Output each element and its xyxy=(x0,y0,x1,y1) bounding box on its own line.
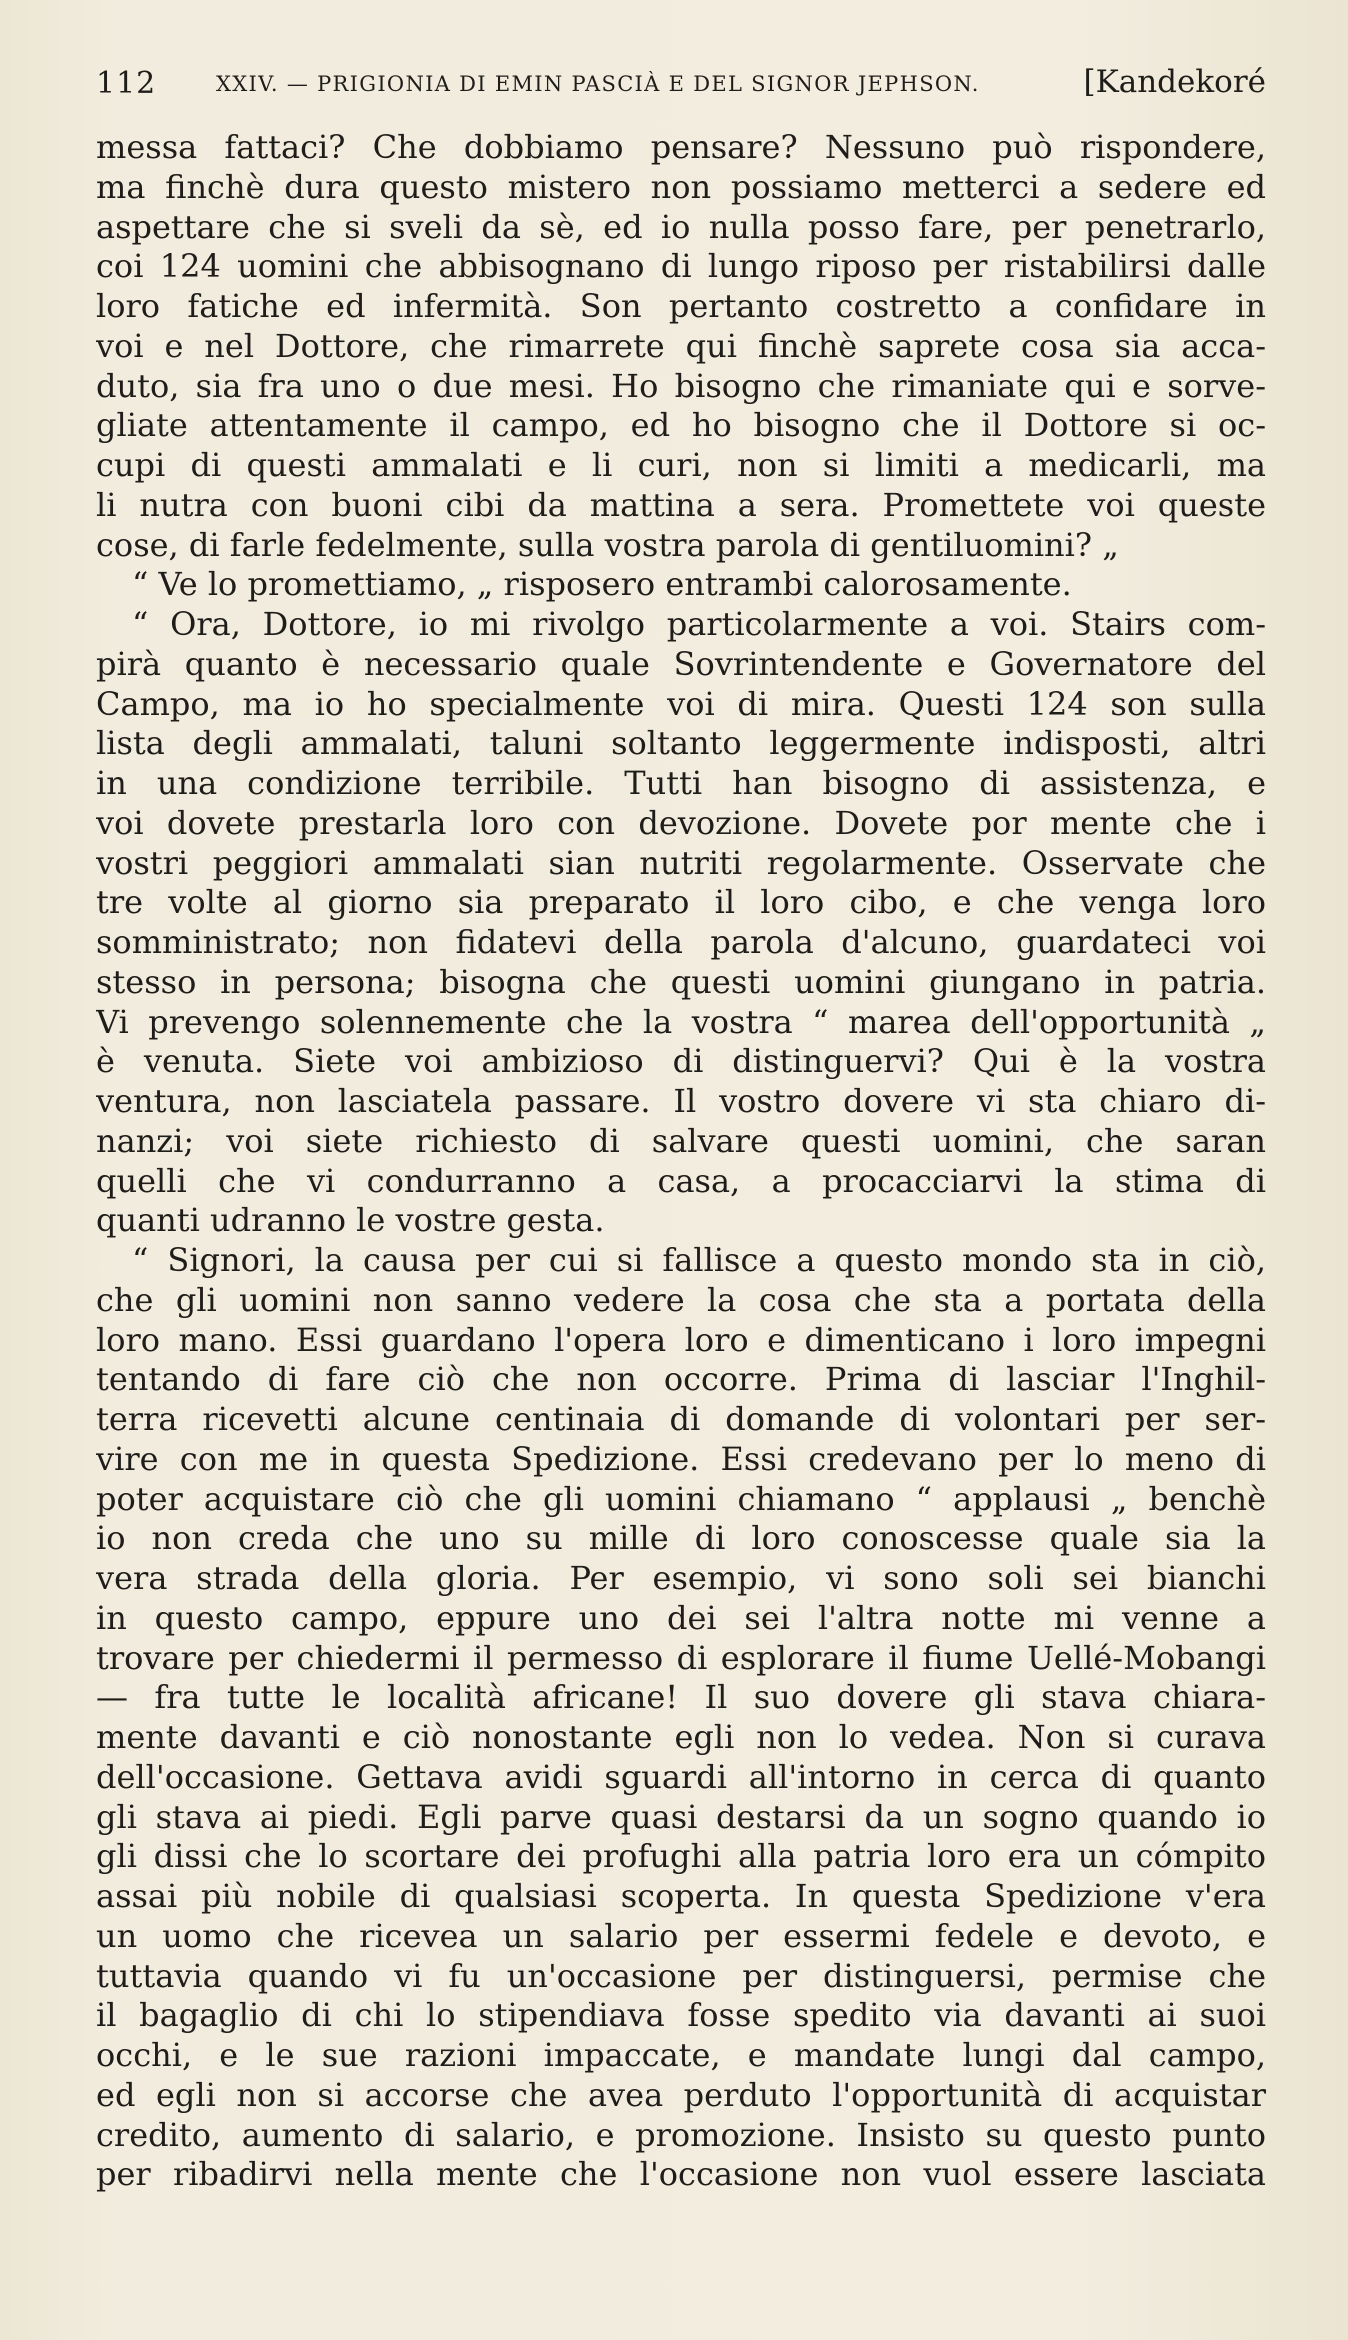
text-line: assai più nobile di qualsiasi scoperta. In questa Spedizione v'era xyxy=(96,1877,1266,1915)
text-line: aspettare che si sveli da sè, ed io nulla posso fare, per penetrarlo, xyxy=(96,207,1266,246)
running-header xyxy=(96,62,1266,106)
text-line: tre volte al giorno sia preparato il loro cibo, e che venga loro xyxy=(96,883,1266,922)
text-line: voi dovete prestarla loro con devozione. Dovete por mente che i xyxy=(96,803,1266,842)
text-line: un uomo che ricevea un salario per essermi fedele e devoto, e xyxy=(96,1916,1266,1955)
text-line: nanzi; voi siete richiesto di salvare questi uomini, che saran xyxy=(96,1121,1266,1160)
text-line: io non creda che uno su mille di loro conoscesse quale sia la xyxy=(96,1519,1266,1558)
text-line: quanti udranno le vostre gesta. xyxy=(96,1201,605,1240)
text-line: gli stava ai piedi. Egli parve quasi destarsi da un sogno quando io xyxy=(96,1797,1266,1836)
text-line: somministrato; non fidatevi della parola d'alcuno, guardateci voi xyxy=(96,923,1266,961)
page-number: 112 xyxy=(96,66,157,101)
text-line: vera strada della gloria. Per esempio, vi sono soli sei bianchi xyxy=(96,1559,1266,1597)
text-line: in una condizione terribile. Tutti han bisogno di assistenza, e xyxy=(96,764,1266,802)
text-line: gliate attentamente il campo, ed ho bisogno che il Dottore si oc- xyxy=(96,406,1266,445)
text-line: trovare per chiedermi il permesso di esplorare il fiume Uellé-Mobangi xyxy=(96,1638,1266,1677)
body-text xyxy=(96,128,1266,2195)
text-line: loro mano. Essi guardano l'opera loro e dimenticano i loro impegni xyxy=(96,1320,1266,1359)
text-line: dell'occasione. Gettava avidi sguardi all'intorno in cerca di quanto xyxy=(96,1757,1266,1796)
text-line: “ Ora, Dottore, io mi rivolgo particolarmente a voi. Stairs com- xyxy=(132,605,1266,643)
text-line: terra ricevetti alcune centinaia di domande di volontari per ser- xyxy=(96,1400,1266,1438)
text-line: mente davanti e ciò nonostante egli non lo vedea. Non si curava xyxy=(96,1718,1266,1756)
text-line: tuttavia quando vi fu un'occasione per distinguersi, permise che xyxy=(96,1956,1266,1995)
text-line: voi e nel Dottore, che rimarrete qui finchè saprete cosa sia acca- xyxy=(96,326,1266,365)
text-line: vire con me in questa Spedizione. Essi credevano per lo meno di xyxy=(96,1439,1266,1478)
text-line: cupi di questi ammalati e li curi, non si limiti a medicarli, ma xyxy=(96,446,1266,484)
text-line: Campo, ma io ho specialmente voi di mira. Questi 124 son sulla xyxy=(96,684,1266,723)
text-line: vostri peggiori ammalati sian nutriti regolarmente. Osservate che xyxy=(96,843,1266,882)
text-line: per ribadirvi nella mente che l'occasione non vuol essere lasciata xyxy=(96,2155,1266,2194)
text-line: stesso in persona; bisogna che questi uomini giungano in patria. xyxy=(96,962,1266,1001)
text-line: Vi prevengo solennemente che la vostra “ marea dell'opportunità „ xyxy=(96,1002,1266,1041)
text-line: pirà quanto è necessario quale Sovrintendente e Governatore del xyxy=(96,644,1266,683)
text-line: è venuta. Siete voi ambizioso di distinguervi? Qui è la vostra xyxy=(96,1042,1266,1081)
text-line: messa fattaci? Che dobbiamo pensare? Nessuno può rispondere, xyxy=(96,128,1266,166)
text-line: gli dissi che lo scortare dei profughi alla patria loro era un cómpito xyxy=(96,1837,1266,1876)
text-line: tentando di fare ciò che non occorre. Prima di lasciar l'Inghil- xyxy=(96,1360,1266,1399)
text-line: poter acquistare ciò che gli uomini chiamano “ applausi „ benchè xyxy=(96,1479,1266,1518)
text-line: “ Ve lo promettiamo, „ risposero entrambi calorosamente. xyxy=(132,565,1072,604)
text-line: “ Signori, la causa per cui si fallisce a questo mondo sta in ciò, xyxy=(132,1241,1266,1279)
text-line: — fra tutte le località africane! Il suo dovere gli stava chiara- xyxy=(96,1678,1266,1717)
text-line: che gli uomini non sanno vedere la cosa che sta a portata della xyxy=(96,1280,1266,1319)
text-line: quelli che vi condurranno a casa, a procacciarvi la stima di xyxy=(96,1161,1266,1200)
running-title: XXIV. — PRIGIONIA DI EMIN PASCIÀ E DEL SIGNOR JEPHSON. xyxy=(216,72,980,96)
text-line: in questo campo, eppure uno dei sei l'altra notte mi venne a xyxy=(96,1598,1266,1637)
text-line: ed egli non si accorse che avea perduto l'opportunità di acquistar xyxy=(96,2075,1266,2114)
text-line: li nutra con buoni cibi da mattina a sera. Promettete voi queste xyxy=(96,485,1266,524)
text-line: duto, sia fra uno o due mesi. Ho bisogno che rimaniate qui e sorve- xyxy=(96,366,1266,405)
text-line: cose, di farle fedelmente, sulla vostra parola di gentiluomini? „ xyxy=(96,525,1119,564)
place-name: [Kandekoré xyxy=(1083,64,1266,100)
text-line: credito, aumento di salario, e promozione. Insisto su questo punto xyxy=(96,2115,1266,2154)
text-line: loro fatiche ed infermità. Son pertanto costretto a confidare in xyxy=(96,287,1266,325)
text-line: ma finchè dura questo mistero non possiamo metterci a sedere ed xyxy=(96,167,1266,206)
text-line: occhi, e le sue razioni impaccate, e mandate lungi dal campo, xyxy=(96,2036,1266,2074)
text-line: ventura, non lasciatela passare. Il vostro dovere vi sta chiaro di- xyxy=(96,1082,1266,1120)
text-line: coi 124 uomini che abbisognano di lungo riposo per ristabilirsi dalle xyxy=(96,247,1266,286)
text-line: il bagaglio di chi lo stipendiava fosse spedito via davanti ai suoi xyxy=(96,1996,1266,2035)
text-line: lista degli ammalati, taluni soltanto leggermente indisposti, altri xyxy=(96,724,1266,763)
